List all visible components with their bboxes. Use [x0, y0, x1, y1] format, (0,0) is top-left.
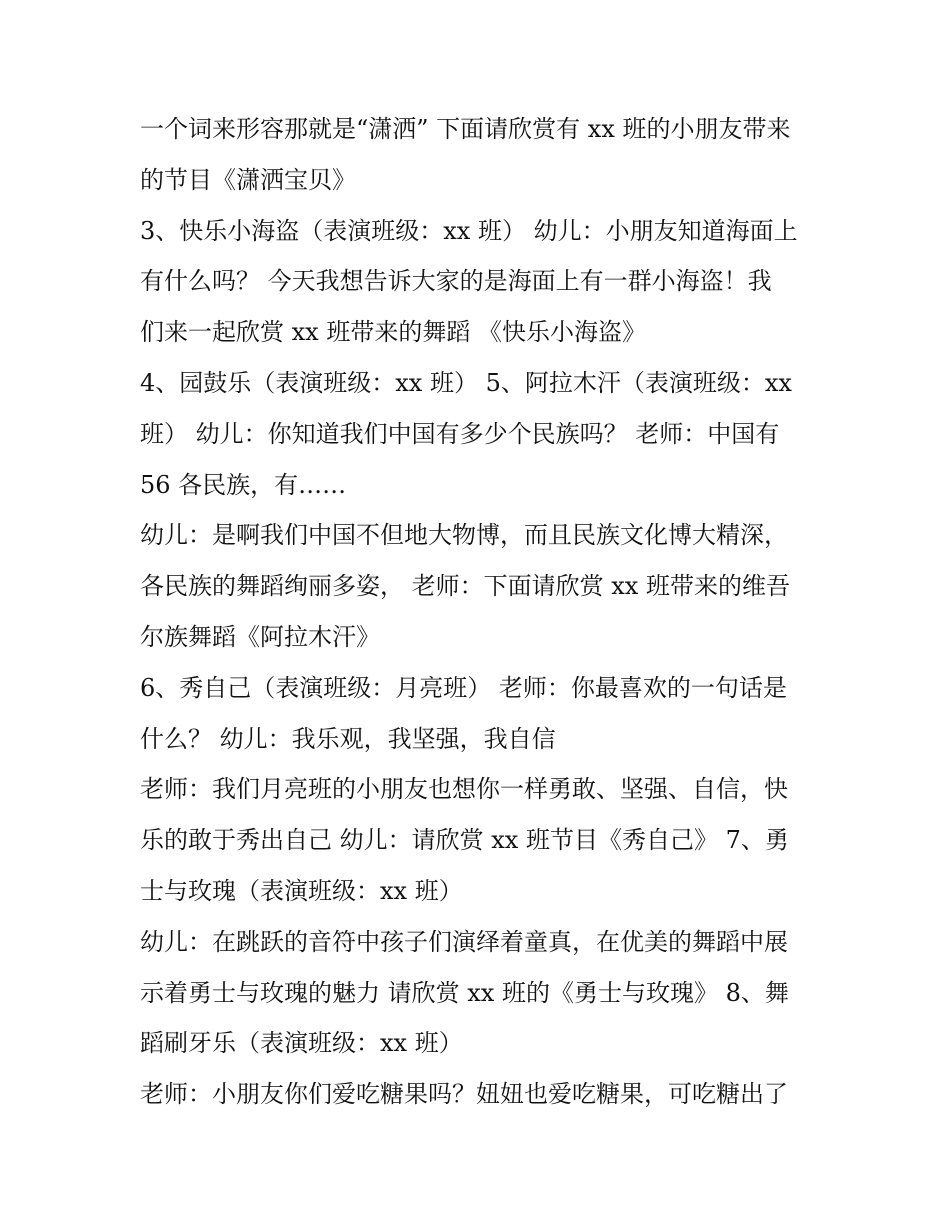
- text-line: 的节目《潇洒宝贝》: [140, 165, 356, 194]
- text-line: 示着勇士与玫瑰的魅力 请欣赏 xx 班的《勇士与玫瑰》 8、舞: [140, 978, 789, 1007]
- text-line: 蹈刷牙乐（表演班级：xx 班）: [140, 1029, 463, 1058]
- text-line: 们来一起欣赏 xx 班带来的舞蹈 《快乐小海盗》: [140, 318, 646, 347]
- text-line: 尔族舞蹈《阿拉木汗》: [140, 622, 380, 651]
- text-line: 士与玫瑰（表演班级：xx 班）: [140, 876, 463, 905]
- text-line: 幼儿：在跳跃的音符中孩子们演绎着童真，在优美的舞蹈中展: [140, 927, 788, 956]
- text-line: 什么？ 幼儿：我乐观，我坚强，我自信: [140, 724, 556, 753]
- text-line: 4、园鼓乐（表演班级：xx 班） 5、阿拉木汗（表演班级：xx: [140, 368, 792, 397]
- text-line: 老师：小朋友你们爱吃糖果吗？妞妞也爱吃糖果，可吃糖出了: [140, 1080, 788, 1109]
- text-line: 老师：我们月亮班的小朋友也想你一样勇敢、坚强、自信，快: [140, 775, 788, 804]
- text-line: 乐的敢于秀出自己 幼儿：请欣赏 xx 班节目《秀自己》 7、勇: [140, 826, 789, 855]
- text-line: 一个词来形容那就是“潇洒” 下面请欣赏有 xx 班的小朋友带来: [140, 115, 791, 143]
- text-line: 3、快乐小海盗（表演班级：xx 班） 幼儿：小朋友知道海面上: [140, 216, 798, 245]
- text-line: 有什么吗？ 今天我想告诉大家的是海面上有一群小海盗！我: [140, 267, 772, 296]
- text-line: 56 各民族，有……: [140, 470, 347, 499]
- text-line: 6、秀自己（表演班级：月亮班） 老师：你最喜欢的一句话是: [140, 673, 787, 702]
- text-line: 幼儿：是啊我们中国不但地大物博，而且民族文化博大精深，: [140, 521, 788, 550]
- document-body: [140, 104, 820, 1120]
- text-line: 班） 幼儿：你知道我们中国有多少个民族吗？ 老师：中国有: [140, 419, 780, 448]
- text-line: 各民族的舞蹈绚丽多姿， 老师：下面请欣赏 xx 班带来的维吾: [140, 572, 790, 601]
